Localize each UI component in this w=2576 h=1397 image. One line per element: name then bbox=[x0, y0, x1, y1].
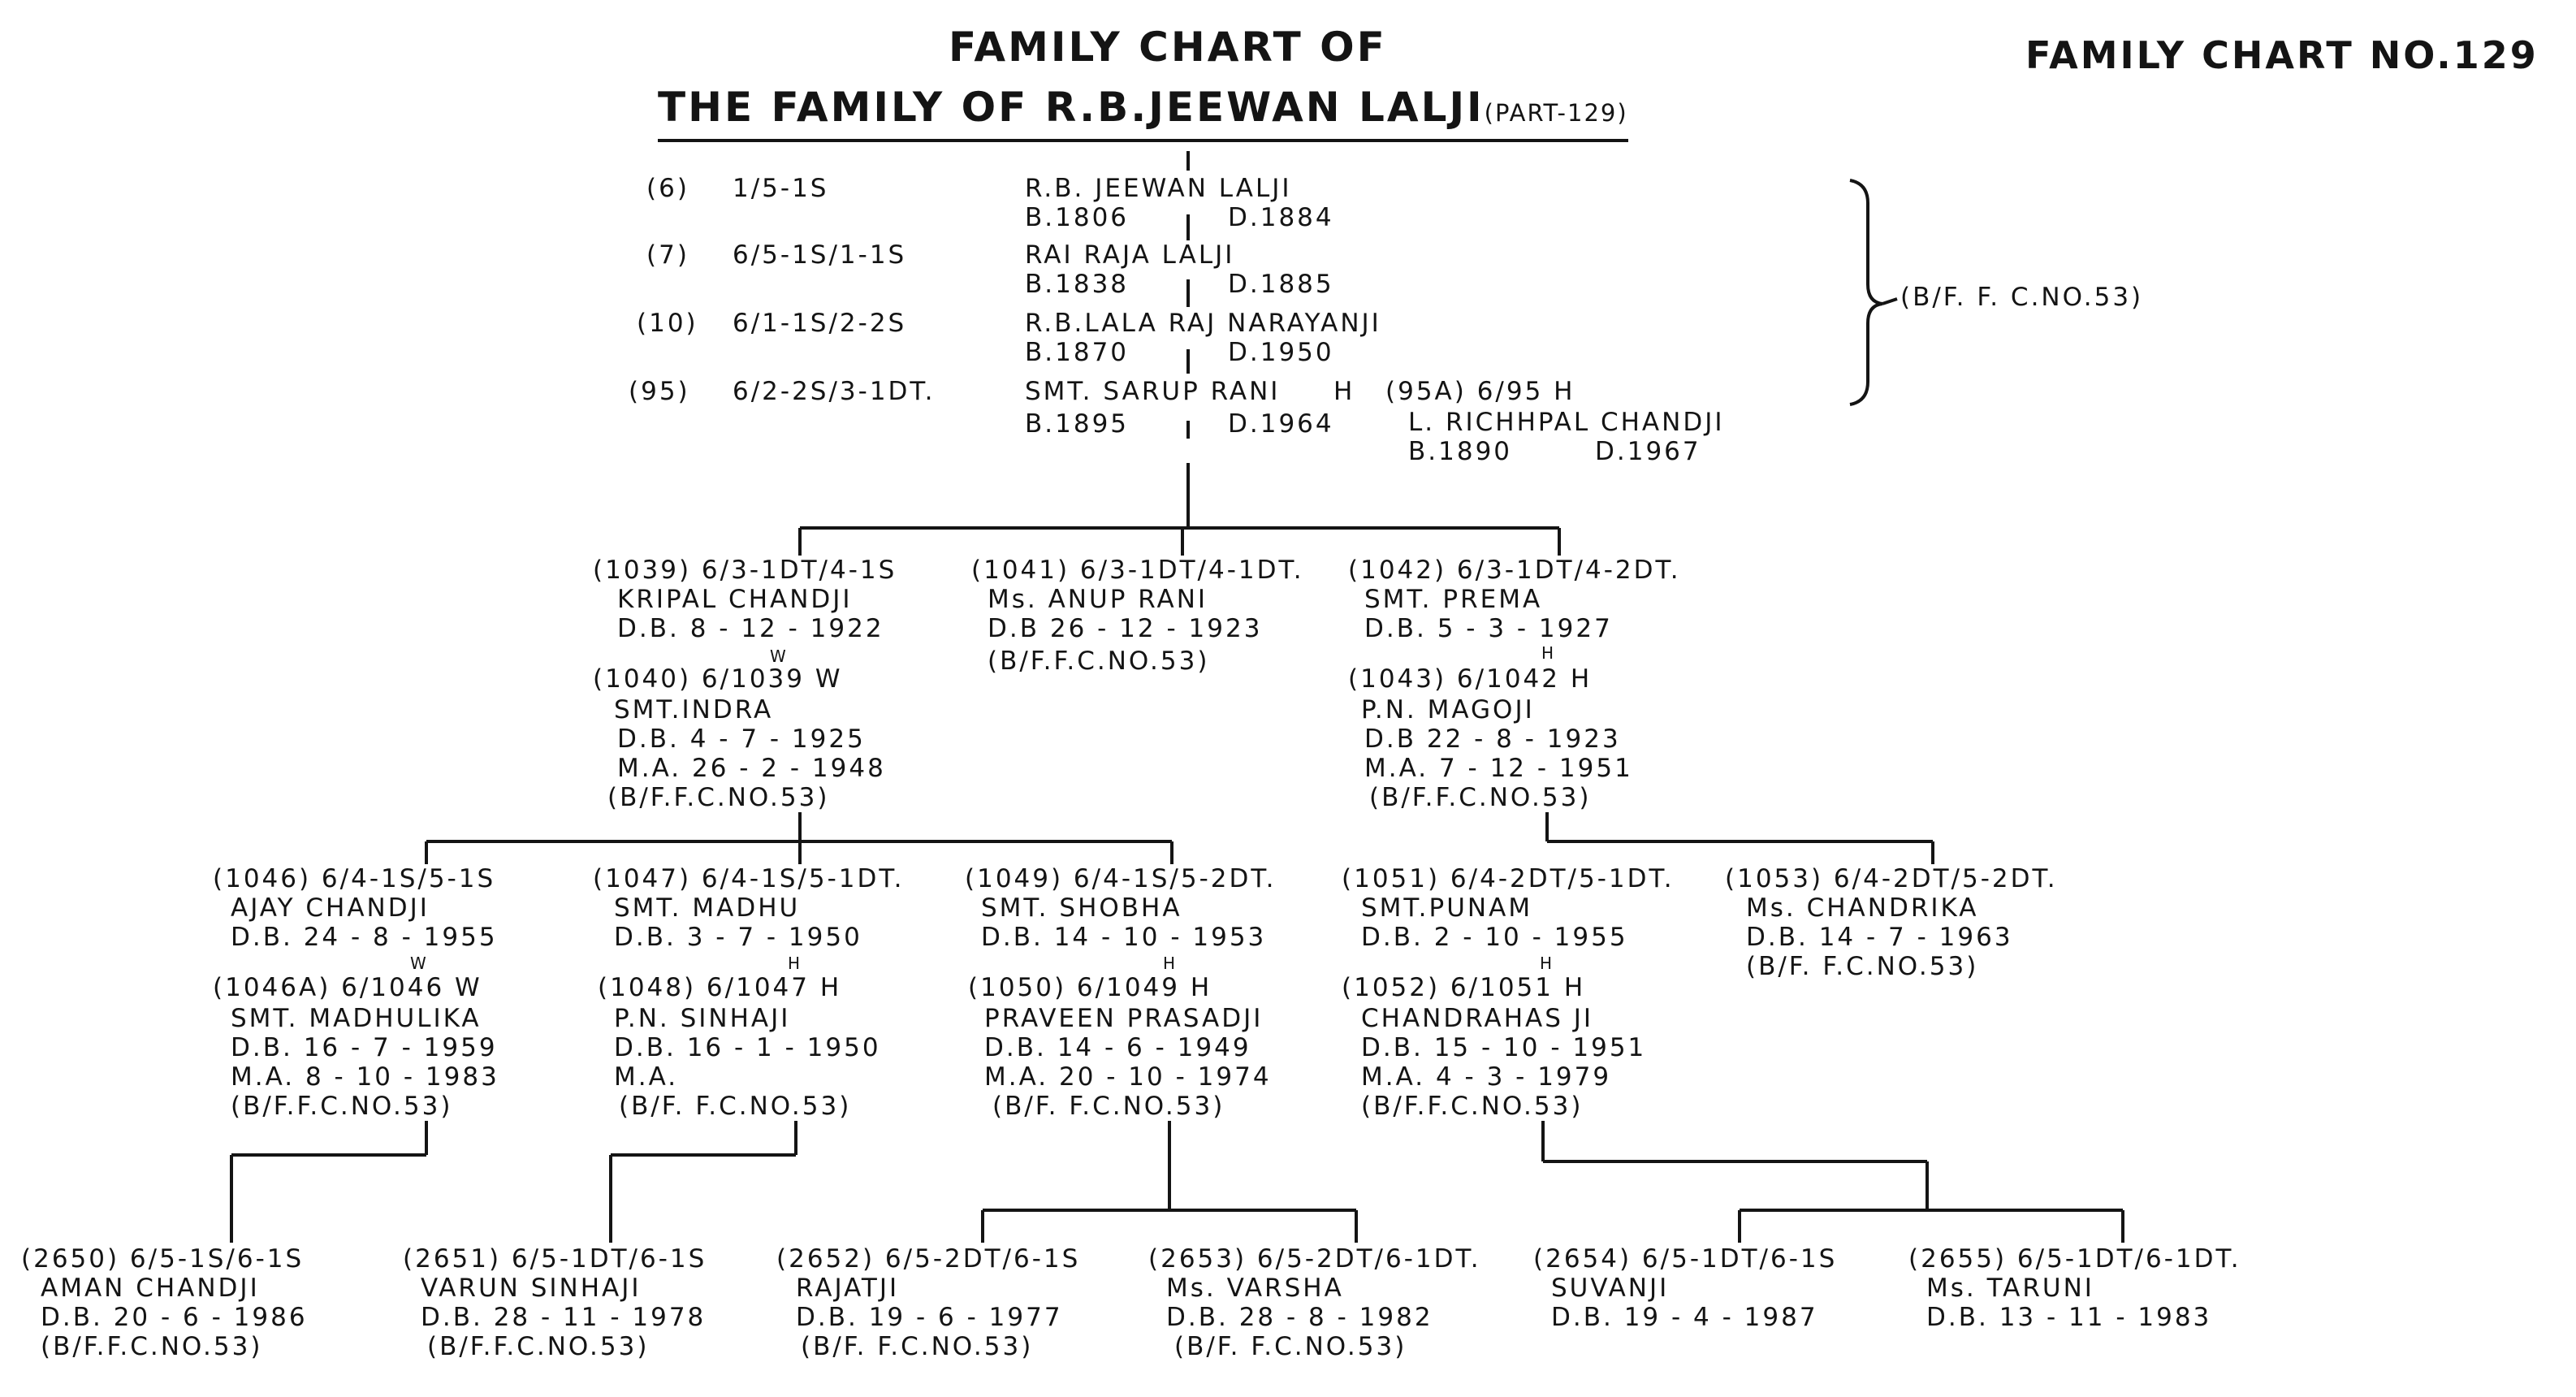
ancestor-95-born: B.1895 bbox=[1025, 409, 1130, 439]
gen4-1046-mark: W bbox=[410, 954, 426, 973]
gen5-2651-id: (2651) 6/5-1DT/6-1S bbox=[403, 1244, 707, 1274]
ancestor-95-died: D.1964 bbox=[1228, 409, 1334, 439]
gen5-2651-db: D.B. 28 - 11 - 1978 bbox=[421, 1303, 707, 1332]
ancestor-7-died: D.1885 bbox=[1228, 270, 1334, 299]
ancestor-95-name: SMT. SARUP RANI bbox=[1025, 377, 1281, 406]
spouse-1048-db: D.B. 16 - 1 - 1950 bbox=[614, 1033, 881, 1062]
gen4-1047-name: SMT. MADHU bbox=[614, 893, 801, 923]
ancestor-95-id: (95) bbox=[629, 377, 690, 406]
spouse-1050-id: (1050) 6/1049 H bbox=[968, 973, 1212, 1002]
gen3-1042-mark: H bbox=[1541, 643, 1554, 663]
gen5-2655-id: (2655) 6/5-1DT/6-1DT. bbox=[1908, 1244, 2241, 1274]
spouse-95a-died: D.1967 bbox=[1595, 437, 1701, 466]
gen3-1039-db: D.B. 8 - 12 - 1922 bbox=[617, 614, 884, 643]
gen4-1049-name: SMT. SHOBHA bbox=[981, 893, 1182, 923]
ancestor-95-h-mark: H bbox=[1333, 377, 1355, 406]
ancestor-6-died: D.1884 bbox=[1228, 203, 1334, 232]
gen3-1042-db: D.B. 5 - 3 - 1927 bbox=[1364, 614, 1613, 643]
spouse-1048-id: (1048) 6/1047 H bbox=[598, 973, 842, 1002]
gen4-1049-mark: H bbox=[1163, 954, 1176, 973]
gen4-1053-db: D.B. 14 - 7 - 1963 bbox=[1746, 923, 2013, 952]
spouse-1043-db: D.B 22 - 8 - 1923 bbox=[1364, 724, 1621, 754]
gen3-1039-id: (1039) 6/3-1DT/4-1S bbox=[593, 556, 897, 585]
spouse-1043-id: (1043) 6/1042 H bbox=[1348, 664, 1593, 694]
gen4-1046-db: D.B. 24 - 8 - 1955 bbox=[231, 923, 498, 952]
spouse-1046a-name: SMT. MADHULIKA bbox=[231, 1004, 482, 1033]
gen4-1051-db: D.B. 2 - 10 - 1955 bbox=[1361, 923, 1628, 952]
gen4-1053-name: Ms. CHANDRIKA bbox=[1746, 893, 1979, 923]
bracket-reference: (B/F. F. C.NO.53) bbox=[1900, 283, 2144, 312]
ancestor-6-id: (6) bbox=[646, 174, 689, 203]
ancestor-10-born: B.1870 bbox=[1025, 338, 1130, 367]
gen4-1051-mark: H bbox=[1540, 954, 1553, 973]
ancestor-10-died: D.1950 bbox=[1228, 338, 1334, 367]
gen5-2650-db: D.B. 20 - 6 - 1986 bbox=[41, 1303, 308, 1332]
spouse-1050-ref: (B/F. F.C.NO.53) bbox=[992, 1092, 1225, 1121]
spouse-1040-id: (1040) 6/1039 W bbox=[593, 664, 843, 694]
ancestor-10-code: 6/1-1S/2-2S bbox=[733, 309, 907, 338]
chart-number: FAMILY CHART NO.129 bbox=[2025, 33, 2539, 77]
ancestor-7-id: (7) bbox=[646, 240, 689, 270]
gen5-2653-db: D.B. 28 - 8 - 1982 bbox=[1166, 1303, 1433, 1332]
spouse-1046a-id: (1046A) 6/1046 W bbox=[213, 973, 482, 1002]
spouse-1040-ref: (B/F.F.C.NO.53) bbox=[607, 783, 830, 812]
gen5-2653-ref: (B/F. F.C.NO.53) bbox=[1174, 1332, 1407, 1361]
gen5-2652-ref: (B/F. F.C.NO.53) bbox=[801, 1332, 1034, 1361]
gen5-2651-ref: (B/F.F.C.NO.53) bbox=[427, 1332, 650, 1361]
gen5-2653-name: Ms. VARSHA bbox=[1166, 1274, 1344, 1303]
gen5-2650-id: (2650) 6/5-1S/6-1S bbox=[21, 1244, 305, 1274]
gen5-2654-name: SUVANJI bbox=[1551, 1274, 1670, 1303]
gen3-1041-id: (1041) 6/3-1DT/4-1DT. bbox=[971, 556, 1304, 585]
spouse-1052-name: CHANDRAHAS JI bbox=[1361, 1004, 1594, 1033]
gen5-2655-name: Ms. TARUNI bbox=[1926, 1274, 2094, 1303]
spouse-1040-db: D.B. 4 - 7 - 1925 bbox=[617, 724, 866, 754]
ancestor-6-code: 1/5-1S bbox=[733, 174, 829, 203]
spouse-1046a-ma: M.A. 8 - 10 - 1983 bbox=[231, 1062, 499, 1092]
gen4-1046-name: AJAY CHANDJI bbox=[231, 893, 430, 923]
spouse-1052-id: (1052) 6/1051 H bbox=[1342, 973, 1586, 1002]
spouse-1048-ref: (B/F. F.C.NO.53) bbox=[619, 1092, 852, 1121]
gen5-2652-name: RAJATJI bbox=[796, 1274, 900, 1303]
gen4-1047-id: (1047) 6/4-1S/5-1DT. bbox=[593, 864, 905, 893]
spouse-1043-ma: M.A. 7 - 12 - 1951 bbox=[1364, 754, 1633, 783]
gen4-1053-ref: (B/F. F.C.NO.53) bbox=[1746, 952, 1979, 981]
gen5-2653-id: (2653) 6/5-2DT/6-1DT. bbox=[1148, 1244, 1481, 1274]
chart-part-label: (PART-129) bbox=[1484, 99, 1628, 127]
spouse-1043-name: P.N. MAGOJI bbox=[1361, 695, 1535, 724]
gen3-1041-name: Ms. ANUP RANI bbox=[988, 585, 1208, 614]
spouse-1050-name: PRAVEEN PRASADJI bbox=[984, 1004, 1264, 1033]
ancestor-6-name: R.B. JEEWAN LALJI bbox=[1025, 174, 1292, 203]
chart-title-family: THE FAMILY OF R.B.JEEWAN LALJI bbox=[658, 84, 1485, 131]
gen5-2652-id: (2652) 6/5-2DT/6-1S bbox=[776, 1244, 1081, 1274]
gen4-1047-db: D.B. 3 - 7 - 1950 bbox=[614, 923, 862, 952]
gen5-2655-db: D.B. 13 - 11 - 1983 bbox=[1926, 1303, 2212, 1332]
spouse-1052-ma: M.A. 4 - 3 - 1979 bbox=[1361, 1062, 1612, 1092]
gen5-2654-id: (2654) 6/5-1DT/6-1S bbox=[1533, 1244, 1838, 1274]
spouse-1046a-ref: (B/F.F.C.NO.53) bbox=[231, 1092, 453, 1121]
gen5-2652-db: D.B. 19 - 6 - 1977 bbox=[796, 1303, 1063, 1332]
spouse-1048-ma: M.A. bbox=[614, 1062, 679, 1092]
gen3-1039-name: KRIPAL CHANDJI bbox=[617, 585, 853, 614]
gen3-1041-ref: (B/F.F.C.NO.53) bbox=[988, 647, 1210, 676]
spouse-1050-db: D.B. 14 - 6 - 1949 bbox=[984, 1033, 1251, 1062]
spouse-1040-name: SMT.INDRA bbox=[614, 695, 774, 724]
spouse-1052-db: D.B. 15 - 10 - 1951 bbox=[1361, 1033, 1647, 1062]
gen4-1046-id: (1046) 6/4-1S/5-1S bbox=[213, 864, 496, 893]
ancestor-10-id: (10) bbox=[637, 309, 698, 338]
gen5-2651-name: VARUN SINHAJI bbox=[421, 1274, 642, 1303]
spouse-1046a-db: D.B. 16 - 7 - 1959 bbox=[231, 1033, 498, 1062]
ancestor-6-born: B.1806 bbox=[1025, 203, 1130, 232]
spouse-1043-ref: (B/F.F.C.NO.53) bbox=[1369, 783, 1592, 812]
gen4-1051-name: SMT.PUNAM bbox=[1361, 893, 1533, 923]
gen3-1039-mark: W bbox=[770, 647, 786, 666]
spouse-1040-ma: M.A. 26 - 2 - 1948 bbox=[617, 754, 886, 783]
gen4-1049-id: (1049) 6/4-1S/5-2DT. bbox=[965, 864, 1277, 893]
gen4-1053-id: (1053) 6/4-2DT/5-2DT. bbox=[1725, 864, 2058, 893]
spouse-1048-name: P.N. SINHAJI bbox=[614, 1004, 791, 1033]
spouse-95a-born: B.1890 bbox=[1408, 437, 1513, 466]
spouse-95a-name: L. RICHHPAL CHANDJI bbox=[1408, 408, 1725, 437]
chart-title-line2 bbox=[658, 84, 1628, 142]
gen3-1041-db: D.B 26 - 12 - 1923 bbox=[988, 614, 1263, 643]
ancestor-7-born: B.1838 bbox=[1025, 270, 1130, 299]
spouse-1052-ref: (B/F.F.C.NO.53) bbox=[1361, 1092, 1584, 1121]
gen4-1049-db: D.B. 14 - 10 - 1953 bbox=[981, 923, 1267, 952]
gen5-2650-ref: (B/F.F.C.NO.53) bbox=[41, 1332, 263, 1361]
gen4-1047-mark: H bbox=[788, 954, 801, 973]
gen4-1051-id: (1051) 6/4-2DT/5-1DT. bbox=[1342, 864, 1675, 893]
ancestor-7-name: RAI RAJA LALJI bbox=[1025, 240, 1235, 270]
ancestor-10-name: R.B.LALA RAJ NARAYANJI bbox=[1025, 309, 1381, 338]
spouse-1050-ma: M.A. 20 - 10 - 1974 bbox=[984, 1062, 1272, 1092]
ancestor-95-code: 6/2-2S/3-1DT. bbox=[733, 377, 936, 406]
spouse-95a-id: (95A) 6/95 H bbox=[1385, 377, 1575, 406]
gen5-2654-db: D.B. 19 - 4 - 1987 bbox=[1551, 1303, 1818, 1332]
chart-title-line1: FAMILY CHART OF bbox=[949, 24, 1387, 71]
gen5-2650-name: AMAN CHANDJI bbox=[41, 1274, 260, 1303]
gen3-1042-id: (1042) 6/3-1DT/4-2DT. bbox=[1348, 556, 1681, 585]
gen3-1042-name: SMT. PREMA bbox=[1364, 585, 1543, 614]
ancestor-7-code: 6/5-1S/1-1S bbox=[733, 240, 907, 270]
